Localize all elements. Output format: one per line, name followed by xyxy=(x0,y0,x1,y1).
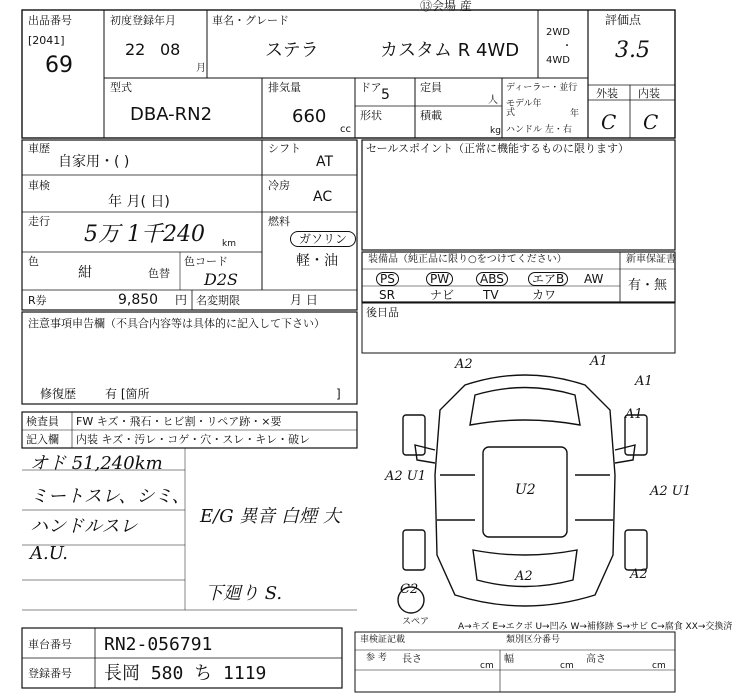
chassis-label: 車台番号 xyxy=(28,638,72,651)
equip-abs: ABS xyxy=(476,272,508,286)
equip-aw: AW xyxy=(584,272,604,286)
hand-note-handle: ハンドルスレ xyxy=(30,516,138,537)
inspection-label: 車検 xyxy=(28,179,50,192)
repair-value: 有 [箇所 xyxy=(105,387,150,401)
model-year-label: モデル年式 xyxy=(506,99,542,118)
warranty-value: 有・無 xyxy=(628,278,668,293)
displacement-value: 660 xyxy=(292,106,327,127)
length-unit: cm xyxy=(480,661,494,671)
inspection-value: 年 月( 日) xyxy=(108,194,170,210)
fuel-label: 燃料 xyxy=(268,215,290,228)
sales-point-label: セールスポイント（正常に機能するものに限ります） xyxy=(366,142,630,155)
inspector-row1: FW キズ・飛石・ヒビ割・リペア跡・×要 xyxy=(76,415,282,428)
color-code: D2S xyxy=(204,270,238,289)
exterior-label: 外装 xyxy=(596,87,618,100)
shift-label: シフト xyxy=(268,142,301,155)
fuel-light-oil: 軽・油 xyxy=(296,253,338,269)
mileage-unit: km xyxy=(222,239,236,249)
cert-label: 車検証記載 xyxy=(360,635,406,645)
damage-mark-spare: C2 xyxy=(400,582,419,597)
lot-label: 出品番号 xyxy=(28,14,72,27)
category-label: 車歴 xyxy=(28,142,50,155)
displacement-unit: cc xyxy=(340,124,351,135)
handle-label: ハンドル 左・右 xyxy=(506,125,572,135)
height-label: 高さ xyxy=(586,654,606,665)
mileage-value: 5万 1千240 xyxy=(84,222,205,247)
reg-year-label: 初度登録年月 xyxy=(110,14,176,27)
record-label: 記入欄 xyxy=(26,433,59,446)
equip-ps: PS xyxy=(376,272,399,286)
score-value: 3.5 xyxy=(615,38,650,63)
hand-note-au: A.U. xyxy=(30,543,68,564)
drive-separator: ・ xyxy=(562,41,572,52)
hand-note-under: 下廻り S. xyxy=(205,583,283,604)
doors-value: 5 xyxy=(381,87,390,103)
ac-label: 冷房 xyxy=(268,179,290,192)
drive-4wd: 4WD xyxy=(546,55,570,66)
fuel-gas-circled: ガソリン xyxy=(290,231,356,247)
capacity-unit: 人 xyxy=(488,95,498,106)
damage-mark-mirror-right: A1 xyxy=(625,407,643,422)
shape-label: 形状 xyxy=(360,109,382,122)
damage-legend: A→キズ E→エクボ U→凹み W→補修跡 S→サビ C→腐食 XX→交換済 xyxy=(458,622,732,632)
recycle-value: 9,850 xyxy=(118,292,159,308)
reporting-label: 注意事項申告欄（不具合内容等は具体的に記入して下さい） xyxy=(28,317,325,330)
damage-mark-roof: U2 xyxy=(515,482,536,498)
damage-mark-rear-right: A2 xyxy=(630,567,648,582)
registration-value: 月 日 xyxy=(290,293,318,307)
equip-airbag: エアB xyxy=(528,272,568,286)
color-label: 色 xyxy=(28,255,39,268)
displacement-label: 排気量 xyxy=(268,81,301,94)
ac-value: AC xyxy=(313,189,333,205)
width-unit: cm xyxy=(560,661,574,671)
damage-mark-front-right: A1 xyxy=(590,354,608,369)
model-label: 型式 xyxy=(110,81,132,94)
model-year-unit: 年 xyxy=(570,109,580,119)
model-value: DBA-RN2 xyxy=(130,104,213,125)
plate-label: 登録番号 xyxy=(28,667,72,680)
reg-year: 22 xyxy=(125,40,146,59)
mileage-label: 走行 xyxy=(28,215,50,228)
recycle-label: R券 xyxy=(28,294,47,307)
hand-note-engine: E/G 異音 白煙 大 xyxy=(200,506,341,527)
equip-tv: TV xyxy=(483,288,499,302)
inspector-row2: 内装 キズ・汚レ・コゲ・穴・スレ・キレ・破レ xyxy=(76,433,311,446)
doors-label: ドア xyxy=(360,81,382,94)
repair-close: ] xyxy=(336,387,341,401)
lot-code: [2041] xyxy=(28,34,65,47)
venue-label: ⑬会場 産 xyxy=(420,0,472,13)
lot-number: 69 xyxy=(45,53,73,78)
inspector-label: 検査員 xyxy=(26,415,59,428)
warranty-label: 新車保証書 xyxy=(626,254,676,265)
width-label: 幅 xyxy=(504,654,514,665)
attachments-label: 後日品 xyxy=(366,306,399,319)
drive-2wd: 2WD xyxy=(546,27,570,38)
car-grade: カスタム R 4WD xyxy=(380,40,520,61)
equip-pw: PW xyxy=(426,272,453,286)
shift-value: AT xyxy=(316,154,334,170)
height-unit: cm xyxy=(652,661,666,671)
reg-month: 08 xyxy=(160,40,181,59)
class-label: 類別区分番号 xyxy=(506,635,561,645)
cert-ref: 参 考 xyxy=(366,653,387,663)
length-label: 長さ xyxy=(402,654,422,665)
spare-label: スペア xyxy=(402,617,430,627)
damage-mark-fender-right: A1 xyxy=(635,374,653,389)
recycle-unit: 円 xyxy=(175,293,188,307)
color-value: 紺 xyxy=(78,265,92,281)
color-change-label: 色替 xyxy=(148,267,170,280)
load-unit: kg xyxy=(490,126,501,136)
interior-label: 内装 xyxy=(638,87,660,100)
damage-mark-door-left: A2 U1 xyxy=(385,469,427,484)
score-label: 評価点 xyxy=(605,13,642,27)
equip-navi: ナビ xyxy=(430,288,455,302)
car-name: ステラ xyxy=(265,40,319,61)
reg-month-unit: 月 xyxy=(196,63,206,74)
equipment-label: 装備品（純正品に限り○をつけてください） xyxy=(368,254,567,265)
damage-mark-door-right: A2 U1 xyxy=(650,484,692,499)
color-code-label: 色コード xyxy=(184,255,228,268)
chassis-value: RN2-056791 xyxy=(104,634,213,655)
interior-grade: C xyxy=(643,110,659,134)
load-label: 積載 xyxy=(420,109,442,122)
equip-sr: SR xyxy=(379,288,395,302)
repair-label: 修復歴 xyxy=(40,387,77,401)
plate-value: 長岡 580 ち 1119 xyxy=(104,663,267,684)
hand-note-seat: ミートスレ、シミ、 xyxy=(30,486,190,507)
capacity-label: 定員 xyxy=(420,81,442,94)
category-value: 自家用・( ) xyxy=(58,154,130,170)
registration-label: 名変期限 xyxy=(196,294,240,307)
exterior-grade: C xyxy=(601,110,617,134)
damage-mark-front-left: A2 xyxy=(455,357,473,372)
dealer-label: ディーラー・並行 xyxy=(506,83,578,93)
hand-note-odo: オド 51,240km xyxy=(30,453,163,474)
damage-mark-rear: A2 xyxy=(515,569,533,584)
car-name-label: 車名・グレード xyxy=(212,14,289,27)
equip-leather: カワ xyxy=(532,288,557,302)
